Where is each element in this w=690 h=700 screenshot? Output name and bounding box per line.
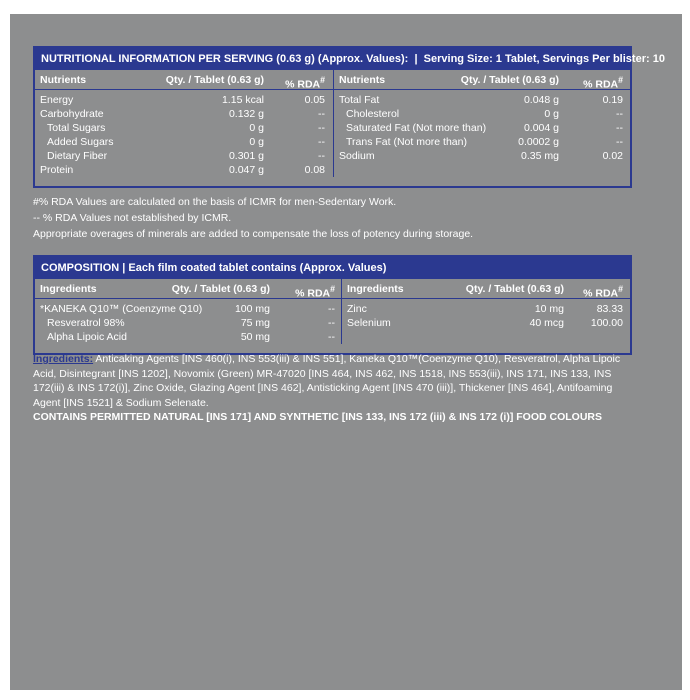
nutrient-rda: -- [616,108,623,120]
col-nutrients: Nutrients [339,74,386,86]
col-ingredients: Ingredients [40,283,97,295]
note-overages: Appropriate overages of minerals are added to compensate the loss of potency during storage. [33,228,474,240]
nutrient-name: Sodium [339,150,375,162]
nutrient-row [334,93,630,107]
ingredient-name: Resveratrol 98% [47,317,125,329]
nutrient-name: Dietary Fiber [47,150,108,162]
nutrient-row [334,107,630,121]
nutrient-rda: -- [616,136,623,148]
nutrient-qty: 0.301 g [228,150,264,162]
nutrition-right-rows [334,90,630,163]
nutrient-qty: 0.0002 g [518,136,559,148]
composition-right-rows [342,299,630,330]
composition-right-column [341,279,630,344]
ingredients-text: Anticaking Agents [INS 460(i), INS 553(iii) & INS 551], Kaneka Q10™(Coenzyme Q10), Resveratrol, Alpha Lipoic Acid, Disintegrant [INS 1202], Novomix (Green) MR-47020 [INS 464, INS 462, INS 1518, INS 553(iii), INS 171, INS 133, INS 172(iii) & INS 172(i)], Zinc Oxide, Glazing Agent [INS 462], Antisticking Agent [INS 470 (iii)], Thickener [INS 464], Antifoaming Agent [INS 1521] & Sodium Selenate. [33,353,621,409]
nutrient-row [334,149,630,163]
nutrition-left-column [35,70,333,177]
nutrition-right-header-row [334,70,630,90]
nutrient-row [35,135,333,149]
nutrient-rda: 0.02 [602,150,623,162]
nutrient-row [35,163,333,177]
nutrient-qty: 1.15 kcal [221,94,264,106]
nutrition-left-rows [35,90,333,177]
nutrient-row [35,107,333,121]
ingredient-row [35,316,341,330]
nutrient-qty: 0.048 g [523,94,559,106]
note-rda-not-established: -- % RDA Values not established by ICMR. [33,212,232,224]
nutrient-row [334,135,630,149]
ingredient-row [342,316,630,330]
nutrient-row [35,149,333,163]
nutrient-rda: -- [318,122,325,134]
nutrient-row [35,93,333,107]
nutrient-name: Total Sugars [47,122,106,134]
serving-info: Serving Size: 1 Tablet, Servings Per blister: 10 [423,53,665,65]
col-rda: % RDA# [583,284,623,300]
nutrient-name: Energy [40,94,74,106]
col-nutrients: Nutrients [40,74,87,86]
composition-left-rows [35,299,341,344]
ingredient-name: Selenium [347,317,391,329]
nutrient-row [334,121,630,135]
rda-notes [33,194,473,242]
col-qty: Qty. / Tablet (0.63 g) [171,283,270,295]
nutrient-qty: 0 g [249,122,264,134]
nutrition-right-column [333,70,630,177]
nutrition-left-header-row [35,70,333,90]
nutrient-qty: 0.132 g [228,108,264,120]
ingredients-paragraph [33,352,633,425]
ingredient-rda: -- [328,331,335,343]
food-colours-statement: CONTAINS PERMITTED NATURAL [INS 171] AND SYNTHETIC [INS 133, INS 172 (iii) & INS 172 (i)] FOOD COLOURS [33,411,603,423]
ingredient-rda: -- [328,317,335,329]
ingredient-qty: 40 mcg [529,317,564,329]
nutrient-qty: 0 g [249,136,264,148]
nutrient-rda: -- [318,136,325,148]
ingredient-qty: 100 mg [234,303,270,315]
nutrition-header [35,48,665,70]
ingredient-name: Zinc [347,303,367,315]
nutrient-name: Added Sugars [47,136,114,148]
nutrient-name: Trans Fat (Not more than) [346,136,467,148]
nutrient-name: Cholesterol [346,108,400,120]
ingredient-qty: 50 mg [240,331,270,343]
ingredient-name: Alpha Lipoic Acid [47,331,127,343]
nutrition-table [33,46,665,188]
nutrient-qty: 0.004 g [523,122,559,134]
nutrient-row [35,121,333,135]
composition-left-column [35,279,341,344]
composition-header [35,257,630,279]
nutrition-title: NUTRITIONAL INFORMATION PER SERVING (0.63 g) (Approx. Values): [41,53,409,65]
note-rda-basis: #% RDA Values are calculated on the basis of ICMR for men-Sedentary Work. [33,196,397,208]
nutrient-rda: -- [616,122,623,134]
col-rda: % RDA# [295,284,335,300]
nutrient-qty: 0 g [544,108,559,120]
col-qty: Qty. / Tablet (0.63 g) [165,74,264,86]
nutrient-rda: -- [318,150,325,162]
composition-title: COMPOSITION | Each film coated tablet contains (Approx. Values) [41,262,387,274]
ingredient-qty: 10 mg [534,303,564,315]
nutrient-rda: -- [318,108,325,120]
composition-right-header-row [342,279,630,299]
col-rda: % RDA# [285,75,325,91]
nutrient-qty: 0.047 g [228,164,264,176]
nutrient-name: Carbohydrate [40,108,104,120]
nutrient-rda: 0.19 [602,94,623,106]
col-rda: % RDA# [583,75,623,91]
ingredient-rda: 83.33 [596,303,623,315]
ingredient-rda: 100.00 [590,317,623,329]
nutrient-name: Protein [40,164,74,176]
nutrient-name: Total Fat [339,94,380,106]
nutrient-qty: 0.35 mg [521,150,559,162]
col-ingredients: Ingredients [347,283,404,295]
composition-table [33,255,632,355]
ingredient-row [342,302,630,316]
ingredient-row [35,302,341,316]
nutrient-rda: 0.05 [304,94,325,106]
col-qty: Qty. / Tablet (0.63 g) [465,283,564,295]
ingredient-qty: 75 mg [240,317,270,329]
col-qty: Qty. / Tablet (0.63 g) [460,74,559,86]
ingredient-rda: -- [328,303,335,315]
ingredients-label: Ingredients: [33,353,94,365]
ingredient-name: *KANEKA Q10™ (Coenzyme Q10) [40,303,203,315]
nutrient-rda: 0.08 [304,164,325,176]
composition-left-header-row [35,279,341,299]
nutrient-name: Saturated Fat (Not more than) [346,122,487,134]
ingredient-row [35,330,341,344]
header-divider: | [411,53,421,65]
